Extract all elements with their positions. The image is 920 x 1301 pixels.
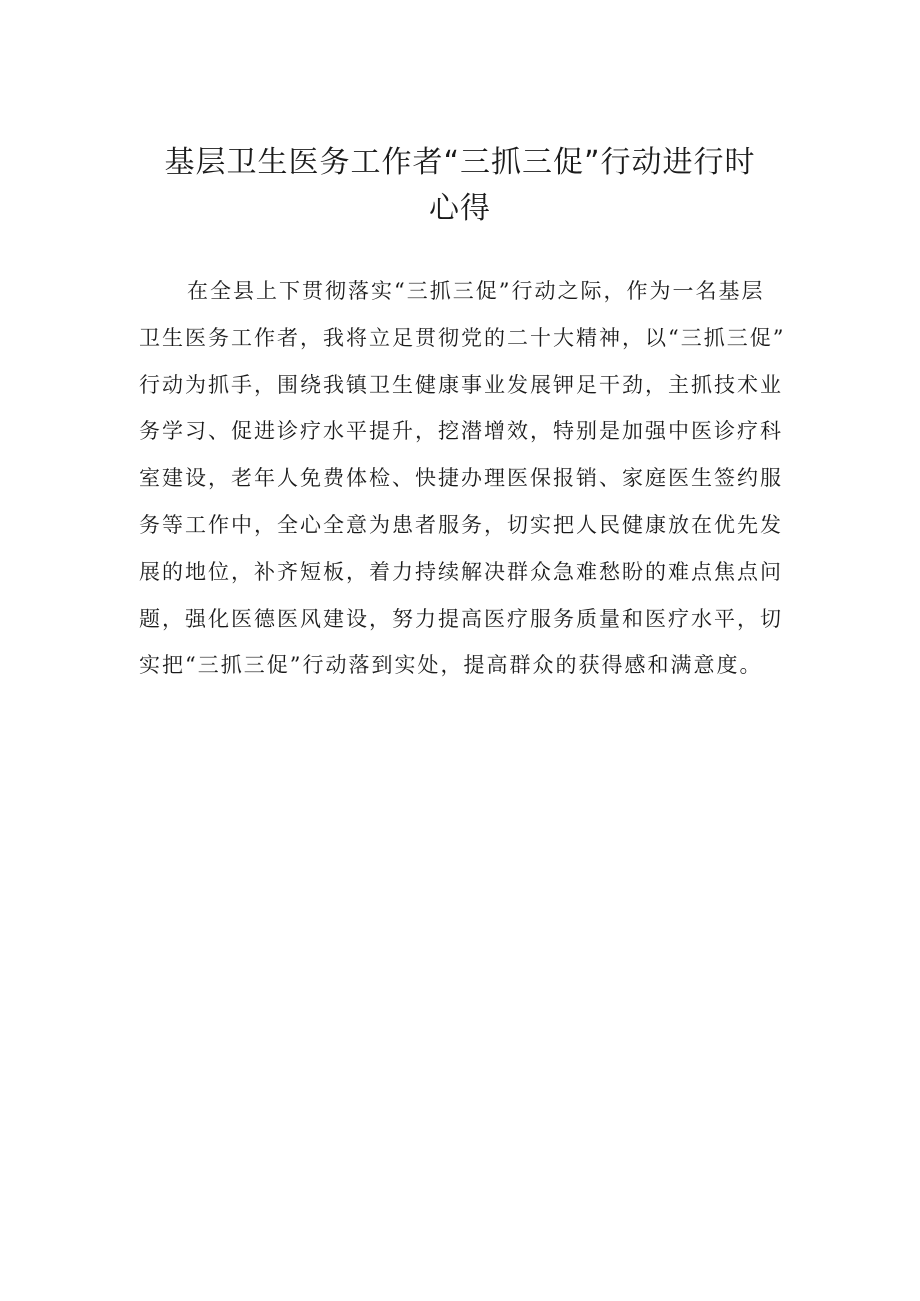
body-line-7: 展的地位，补齐短板，着力持续解决群众急难愁盼的难点焦点问	[139, 559, 783, 584]
title-line-2: 心得	[429, 191, 491, 226]
body-line-2: 卫生医务工作者，我将立足贯彻党的二十大精神，以“三抓三促”	[139, 325, 786, 350]
body-line-6: 务等工作中，全心全意为患者服务，切实把人民健康放在优先发	[139, 512, 783, 537]
title-line-1: 基层卫生医务工作者“三抓三促”行动进行时	[164, 145, 756, 180]
body-paragraph	[139, 268, 799, 689]
body-line-8: 题，强化医德医风建设，努力提高医疗服务质量和医疗水平，切	[139, 606, 783, 631]
body-line-4: 务学习、促进诊疗水平提升，挖潜增效，特别是加强中医诊疗科	[139, 419, 783, 444]
body-line-5: 室建设，老年人免费体检、快捷办理医保报销、家庭医生签约服	[139, 466, 783, 491]
document-title	[0, 140, 920, 232]
body-line-9: 实把“三抓三促”行动落到实处，提高群众的获得感和满意度。	[139, 653, 763, 678]
body-line-3: 行动为抓手，围绕我镇卫生健康事业发展钾足干劲，主抓技术业	[139, 372, 783, 397]
body-line-1: 在全县上下贯彻落实“三抓三促”行动之际，作为一名基层	[187, 279, 765, 303]
